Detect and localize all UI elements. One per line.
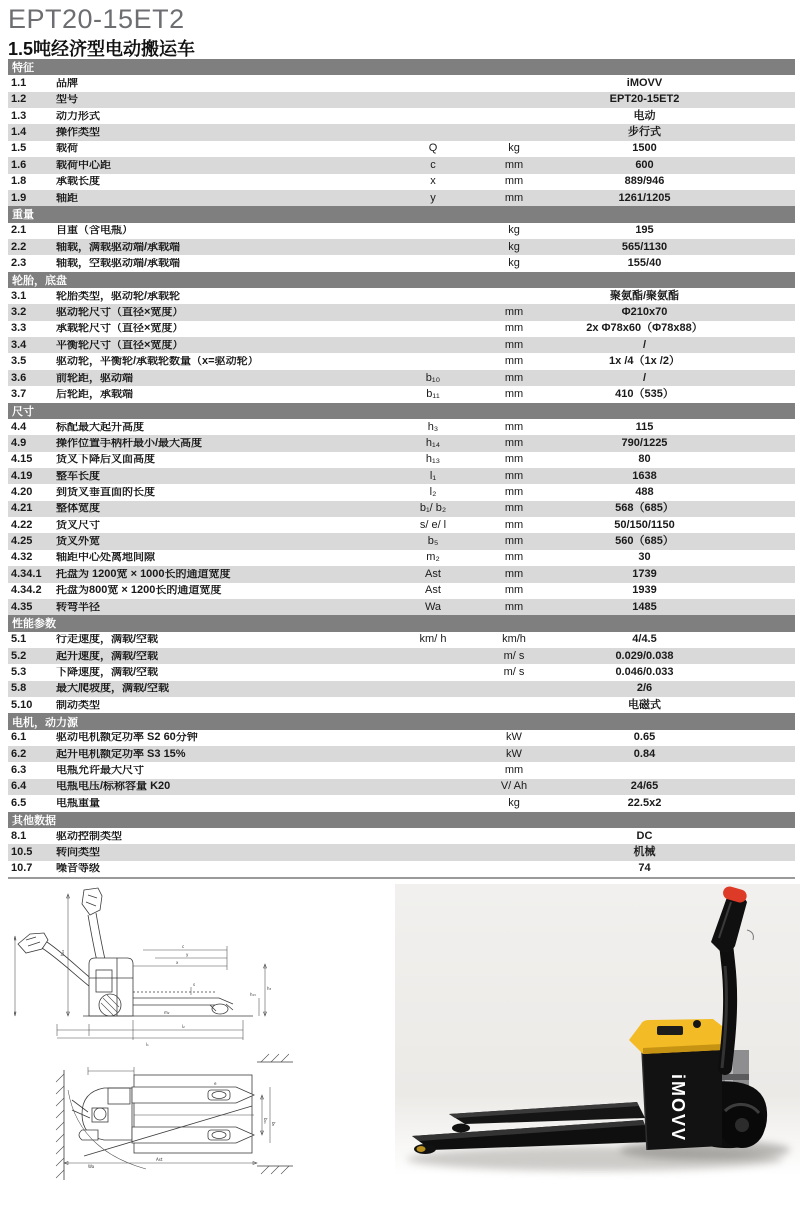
spec-label: 型号 (56, 94, 78, 106)
spec-code: 1.8 (11, 175, 27, 188)
spec-value: / (642, 371, 647, 384)
spec-code: 4.4 (11, 420, 27, 433)
spec-symbol: b₅ (427, 535, 439, 548)
spec-value: 565/1130 (621, 240, 668, 253)
spec-value: 889/946 (624, 175, 665, 188)
spec-unit: kg (508, 142, 520, 155)
spec-symbol: Ast (425, 567, 441, 580)
top-view-forks (132, 1087, 254, 1143)
spec-row (8, 92, 795, 108)
spec-row (8, 337, 795, 353)
spec-value: 0.65 (633, 731, 656, 744)
spec-unit: mm (504, 502, 524, 515)
spec-label: 转弯半径 (56, 601, 100, 613)
spec-code: 5.10 (11, 698, 33, 711)
spec-row (8, 452, 795, 468)
spec-unit: mm (504, 158, 524, 171)
spec-row (8, 762, 795, 778)
svg-text:x: x (176, 960, 179, 965)
spec-label: 起升速度，满载/空载 (56, 650, 159, 662)
spec-symbol: km/ h (419, 633, 447, 646)
spec-unit: mm (504, 535, 524, 548)
spec-code: 6.4 (11, 780, 27, 793)
spec-row (8, 533, 795, 549)
spec-row (8, 566, 795, 582)
spec-code: 6.2 (11, 747, 27, 760)
spec-label: 电瓶允许最大尺寸 (56, 765, 144, 777)
spec-label: 操作类型 (56, 127, 100, 139)
spec-symbol: l₁ (429, 469, 437, 482)
spec-code: 2.2 (11, 240, 27, 253)
spec-row (8, 844, 795, 860)
spec-unit: mm (504, 584, 524, 597)
spec-label: 平衡轮尺寸（直径×宽度） (56, 339, 184, 351)
spec-value: 50/150/1150 (614, 518, 675, 531)
spec-code: 4.35 (11, 600, 33, 613)
spec-symbol: b₁/ b₂ (419, 502, 447, 515)
section-header: 特征 (8, 59, 795, 75)
svg-text:h₁₃: h₁₃ (250, 992, 256, 997)
spec-row (8, 599, 795, 615)
spec-row (8, 484, 795, 500)
spec-label: 噪音等级 (56, 863, 100, 875)
spec-unit: mm (504, 764, 524, 777)
spec-code: 4.34.1 (11, 567, 42, 580)
spec-value: 600 (635, 158, 654, 171)
spec-row (8, 353, 795, 369)
spec-code: 1.6 (11, 158, 27, 171)
spec-unit: mm (504, 436, 524, 449)
spec-value: 1739 (632, 567, 657, 580)
spec-label: 托盘为 1200宽 × 1000长的通道宽度 (56, 568, 231, 580)
section-header: 轮胎，底盘 (8, 272, 795, 288)
spec-row (8, 124, 795, 140)
spec-code: 1.2 (11, 93, 27, 106)
spec-code: 6.5 (11, 796, 27, 809)
spec-value: 195 (635, 224, 654, 237)
spec-symbol: c (430, 158, 436, 171)
spec-unit: mm (504, 371, 524, 384)
spec-label: 自重（含电瓶） (56, 225, 133, 237)
spec-unit: mm (504, 551, 524, 564)
svg-text:h₃: h₃ (267, 986, 272, 991)
fork-tip-roller (417, 1146, 426, 1152)
spec-unit: mm (504, 453, 524, 466)
spec-value: DC (636, 829, 653, 842)
spec-code: 3.6 (11, 371, 27, 384)
spec-value: 电动 (633, 109, 656, 122)
svg-text:l₁: l₁ (146, 1042, 149, 1047)
spec-row (8, 501, 795, 517)
spec-symbol: Ast (425, 584, 441, 597)
spec-row (8, 697, 795, 713)
spec-symbol: h₁₄ (425, 436, 441, 449)
section-header: 重量 (8, 206, 795, 222)
spec-value: Φ210x70 (621, 306, 668, 319)
spec-unit: mm (504, 567, 524, 580)
spec-label: 动力形式 (56, 110, 100, 122)
svg-text:e: e (214, 1081, 217, 1086)
spec-unit: mm (504, 387, 524, 400)
spec-row (8, 288, 795, 304)
spec-code: 6.3 (11, 764, 27, 777)
spec-label: 整车长度 (56, 470, 100, 482)
spec-code: 4.21 (11, 502, 33, 515)
spec-value: 1939 (632, 584, 657, 597)
spec-value: 155/40 (627, 256, 662, 269)
spec-value: 0.046/0.033 (615, 665, 674, 678)
section-header: 电机，动力源 (8, 713, 795, 729)
svg-text:y: y (186, 952, 189, 957)
spec-label: 到货叉垂直面的长度 (56, 487, 155, 499)
spec-label: 标配最大起升高度 (56, 421, 144, 433)
spec-label: 操作位置手柄杆最小/最大高度 (56, 437, 203, 449)
spec-unit: mm (504, 469, 524, 482)
spec-value: / (642, 338, 647, 351)
product-photo (395, 878, 800, 1215)
spec-code: 4.32 (11, 551, 33, 564)
spec-unit: mm (504, 420, 524, 433)
spec-value: 80 (638, 453, 651, 466)
spec-row (8, 648, 795, 664)
spec-value: 电磁式 (628, 698, 661, 711)
svg-text:s: s (193, 982, 196, 987)
page-title: EPT20-15ET2 (8, 4, 185, 34)
spec-row (8, 468, 795, 484)
spec-row (8, 255, 795, 271)
spec-row (8, 779, 795, 795)
spec-label: 轴距中心处离地间隙 (56, 552, 155, 564)
spec-value: iMOVV (626, 77, 663, 90)
spec-code: 3.3 (11, 322, 27, 335)
spec-code: 5.3 (11, 665, 27, 678)
spec-value: 1x /4（1x /2） (609, 355, 680, 368)
spec-row (8, 746, 795, 762)
spec-row (8, 730, 795, 746)
spec-value: 2x Φ78x60（Φ78x88） (586, 322, 703, 335)
spec-value: 0.84 (633, 747, 656, 760)
spec-value: 410（535） (615, 387, 674, 400)
spec-label: 驱动轮尺寸（直径×宽度） (56, 307, 184, 319)
spec-unit: mm (504, 191, 524, 204)
spec-label: 驱动轮，平衡轮/承载轮数量（x=驱动轮） (56, 356, 259, 368)
spec-unit: mm (504, 306, 524, 319)
spec-label: 前轮距，驱动端 (56, 372, 133, 384)
spec-unit: mm (504, 355, 524, 368)
spec-symbol: m₂ (426, 551, 440, 564)
spec-label: 后轮距，承载端 (56, 388, 133, 400)
spec-row (8, 370, 795, 386)
spec-value: 1638 (632, 469, 657, 482)
spec-unit: mm (504, 486, 524, 499)
spec-label: 货叉外宽 (56, 536, 100, 548)
spec-code: 2.1 (11, 224, 27, 237)
spec-unit: mm (504, 600, 524, 613)
spec-label: 轴载，满载驱动端/承载端 (56, 241, 181, 253)
spec-row (8, 419, 795, 435)
spec-symbol: x (430, 175, 436, 188)
spec-table (8, 59, 795, 879)
spec-row (8, 795, 795, 811)
spec-code: 3.2 (11, 306, 27, 319)
spec-code: 10.7 (11, 862, 33, 875)
svg-text:b₁₁: b₁₁ (263, 1118, 268, 1124)
spec-code: 5.1 (11, 633, 27, 646)
svg-text:l₂: l₂ (182, 1024, 185, 1029)
spec-code: 4.20 (11, 486, 33, 499)
spec-row (8, 828, 795, 844)
spec-label: 制动类型 (56, 699, 100, 711)
spec-symbol: b₁₁ (426, 387, 440, 400)
spec-row (8, 157, 795, 173)
spec-value: 0.029/0.038 (615, 649, 674, 662)
spec-value: 790/1225 (621, 436, 668, 449)
spec-row (8, 435, 795, 451)
section-header: 尺寸 (8, 403, 795, 419)
svg-text:h₁₄: h₁₄ (60, 950, 65, 956)
spec-code: 1.5 (11, 142, 27, 155)
spec-label: 托盘为800宽 × 1200长的通道宽度 (56, 585, 222, 597)
spec-label: 承载长度 (56, 176, 100, 188)
spec-value: 22.5x2 (627, 796, 662, 809)
section-header: 其他数据 (8, 812, 795, 828)
spec-value: 4/4.5 (632, 633, 657, 646)
spec-value: 2/6 (636, 682, 653, 695)
spec-value: 1500 (632, 142, 657, 155)
spec-row (8, 304, 795, 320)
spec-unit: mm (504, 338, 524, 351)
svg-text:c: c (182, 944, 185, 949)
spec-code: 1.9 (11, 191, 27, 204)
svg-text:Wa: Wa (88, 1164, 95, 1169)
spec-label: 行走速度，满载/空载 (56, 634, 159, 646)
spec-label: 转向类型 (56, 846, 100, 858)
spec-row (8, 632, 795, 648)
top-view-drawing (48, 1048, 338, 1215)
side-view-lowered-handle (18, 933, 99, 990)
spec-code: 1.4 (11, 126, 27, 139)
spec-symbol: h₁₃ (425, 453, 441, 466)
spec-unit: m/ s (503, 665, 525, 678)
spec-label: 驱动控制类型 (56, 830, 122, 842)
spec-code: 4.9 (11, 436, 27, 449)
section-header: 性能参数 (8, 615, 795, 631)
spec-unit: kg (508, 796, 520, 809)
spec-label: 载荷 (56, 143, 78, 155)
spec-symbol: Q (428, 142, 438, 155)
spec-label: 整体宽度 (56, 503, 100, 515)
spec-code: 6.1 (11, 731, 27, 744)
spec-code: 1.3 (11, 109, 27, 122)
spec-label: 轮胎类型，驱动轮/承载轮 (56, 290, 181, 302)
spec-row (8, 517, 795, 533)
page-subtitle: 1.5吨经济型电动搬运车 (8, 39, 196, 59)
spec-code: 8.1 (11, 829, 27, 842)
spec-row (8, 174, 795, 190)
spec-row (8, 321, 795, 337)
spec-label: 电瓶电压/标称容量 K20 (56, 781, 171, 793)
spec-unit: kg (508, 224, 520, 237)
spec-unit: km/h (502, 633, 526, 646)
spec-code: 4.34.2 (11, 584, 42, 597)
spec-row (8, 239, 795, 255)
spec-value: 1485 (632, 600, 657, 613)
spec-row (8, 190, 795, 206)
truck-brand-text: iMOVV (668, 1074, 688, 1143)
spec-label: 电瓶重量 (56, 797, 100, 809)
spec-label: 货叉尺寸 (56, 519, 100, 531)
spec-row (8, 386, 795, 402)
spec-value: 聚氨酯/聚氨酯 (609, 289, 680, 302)
spec-code: 2.3 (11, 256, 27, 269)
side-view-drawing (14, 886, 276, 1064)
side-view-body (89, 958, 133, 1016)
side-view-dimensions (14, 894, 272, 1047)
spec-row (8, 75, 795, 91)
spec-code: 10.5 (11, 845, 33, 858)
spec-label: 轴距 (56, 192, 78, 204)
spec-label: 品牌 (56, 78, 78, 90)
spec-value: 30 (638, 551, 651, 564)
spec-symbol: l₂ (429, 486, 437, 499)
svg-text:b₅: b₅ (271, 1122, 276, 1127)
spec-code: 1.1 (11, 77, 27, 90)
svg-text:Ast: Ast (156, 1157, 163, 1162)
spec-value: 机械 (633, 845, 656, 858)
spec-unit: mm (504, 175, 524, 188)
spec-code: 3.4 (11, 338, 27, 351)
spec-unit: kg (508, 240, 520, 253)
spec-row (8, 223, 795, 239)
spec-label: 轴载，空载驱动端/承载端 (56, 257, 181, 269)
spec-value: 115 (635, 420, 654, 433)
svg-text:m₂: m₂ (164, 1010, 170, 1015)
side-view-fork (133, 992, 233, 1014)
spec-code: 3.7 (11, 387, 27, 400)
spec-label: 承载轮尺寸（直径×宽度） (56, 323, 184, 335)
spec-value: 74 (638, 862, 651, 875)
spec-unit: V/ Ah (500, 780, 528, 793)
spec-value: 1261/1205 (618, 191, 671, 204)
spec-value: 488 (635, 486, 654, 499)
top-view-chassis (72, 1088, 132, 1140)
spec-unit: mm (504, 322, 524, 335)
spec-code: 3.5 (11, 355, 27, 368)
spec-row (8, 108, 795, 124)
spec-label: 下降速度，满载/空载 (56, 666, 159, 678)
spec-row (8, 550, 795, 566)
spec-label: 最大爬坡度，满载/空载 (56, 683, 170, 695)
spec-code: 3.1 (11, 289, 27, 302)
spec-unit: kW (506, 731, 522, 744)
spec-row (8, 681, 795, 697)
spec-label: 驱动电机额定功率 S2 60分钟 (56, 732, 198, 744)
spec-code: 5.2 (11, 649, 27, 662)
spec-code: 4.15 (11, 453, 33, 466)
spec-symbol: y (430, 191, 436, 204)
spec-row (8, 141, 795, 157)
spec-value: 560（685） (615, 535, 674, 548)
spec-symbol: Wa (424, 600, 442, 613)
spec-code: 5.8 (11, 682, 27, 695)
spec-code: 4.25 (11, 535, 33, 548)
spec-unit: mm (504, 518, 524, 531)
spec-label: 货叉下降后叉面高度 (56, 454, 155, 466)
spec-unit: m/ s (503, 649, 525, 662)
spec-row (8, 861, 795, 877)
spec-value: 568（685） (615, 502, 674, 515)
spec-symbol: h₃ (427, 420, 439, 433)
spec-code: 4.19 (11, 469, 33, 482)
spec-unit: kW (506, 747, 522, 760)
spec-symbol: s/ e/ l (419, 518, 447, 531)
spec-value: 24/65 (630, 780, 659, 793)
spec-code: 4.22 (11, 518, 33, 531)
spec-row (8, 583, 795, 599)
spec-label: 载荷中心距 (56, 159, 111, 171)
spec-unit: kg (508, 256, 520, 269)
spec-value: 步行式 (628, 126, 661, 139)
spec-label: 起升电机额定功率 S3 15% (56, 748, 186, 760)
spec-symbol: b₁₀ (425, 371, 441, 384)
spec-value: EPT20-15ET2 (609, 93, 680, 106)
spec-row (8, 664, 795, 680)
